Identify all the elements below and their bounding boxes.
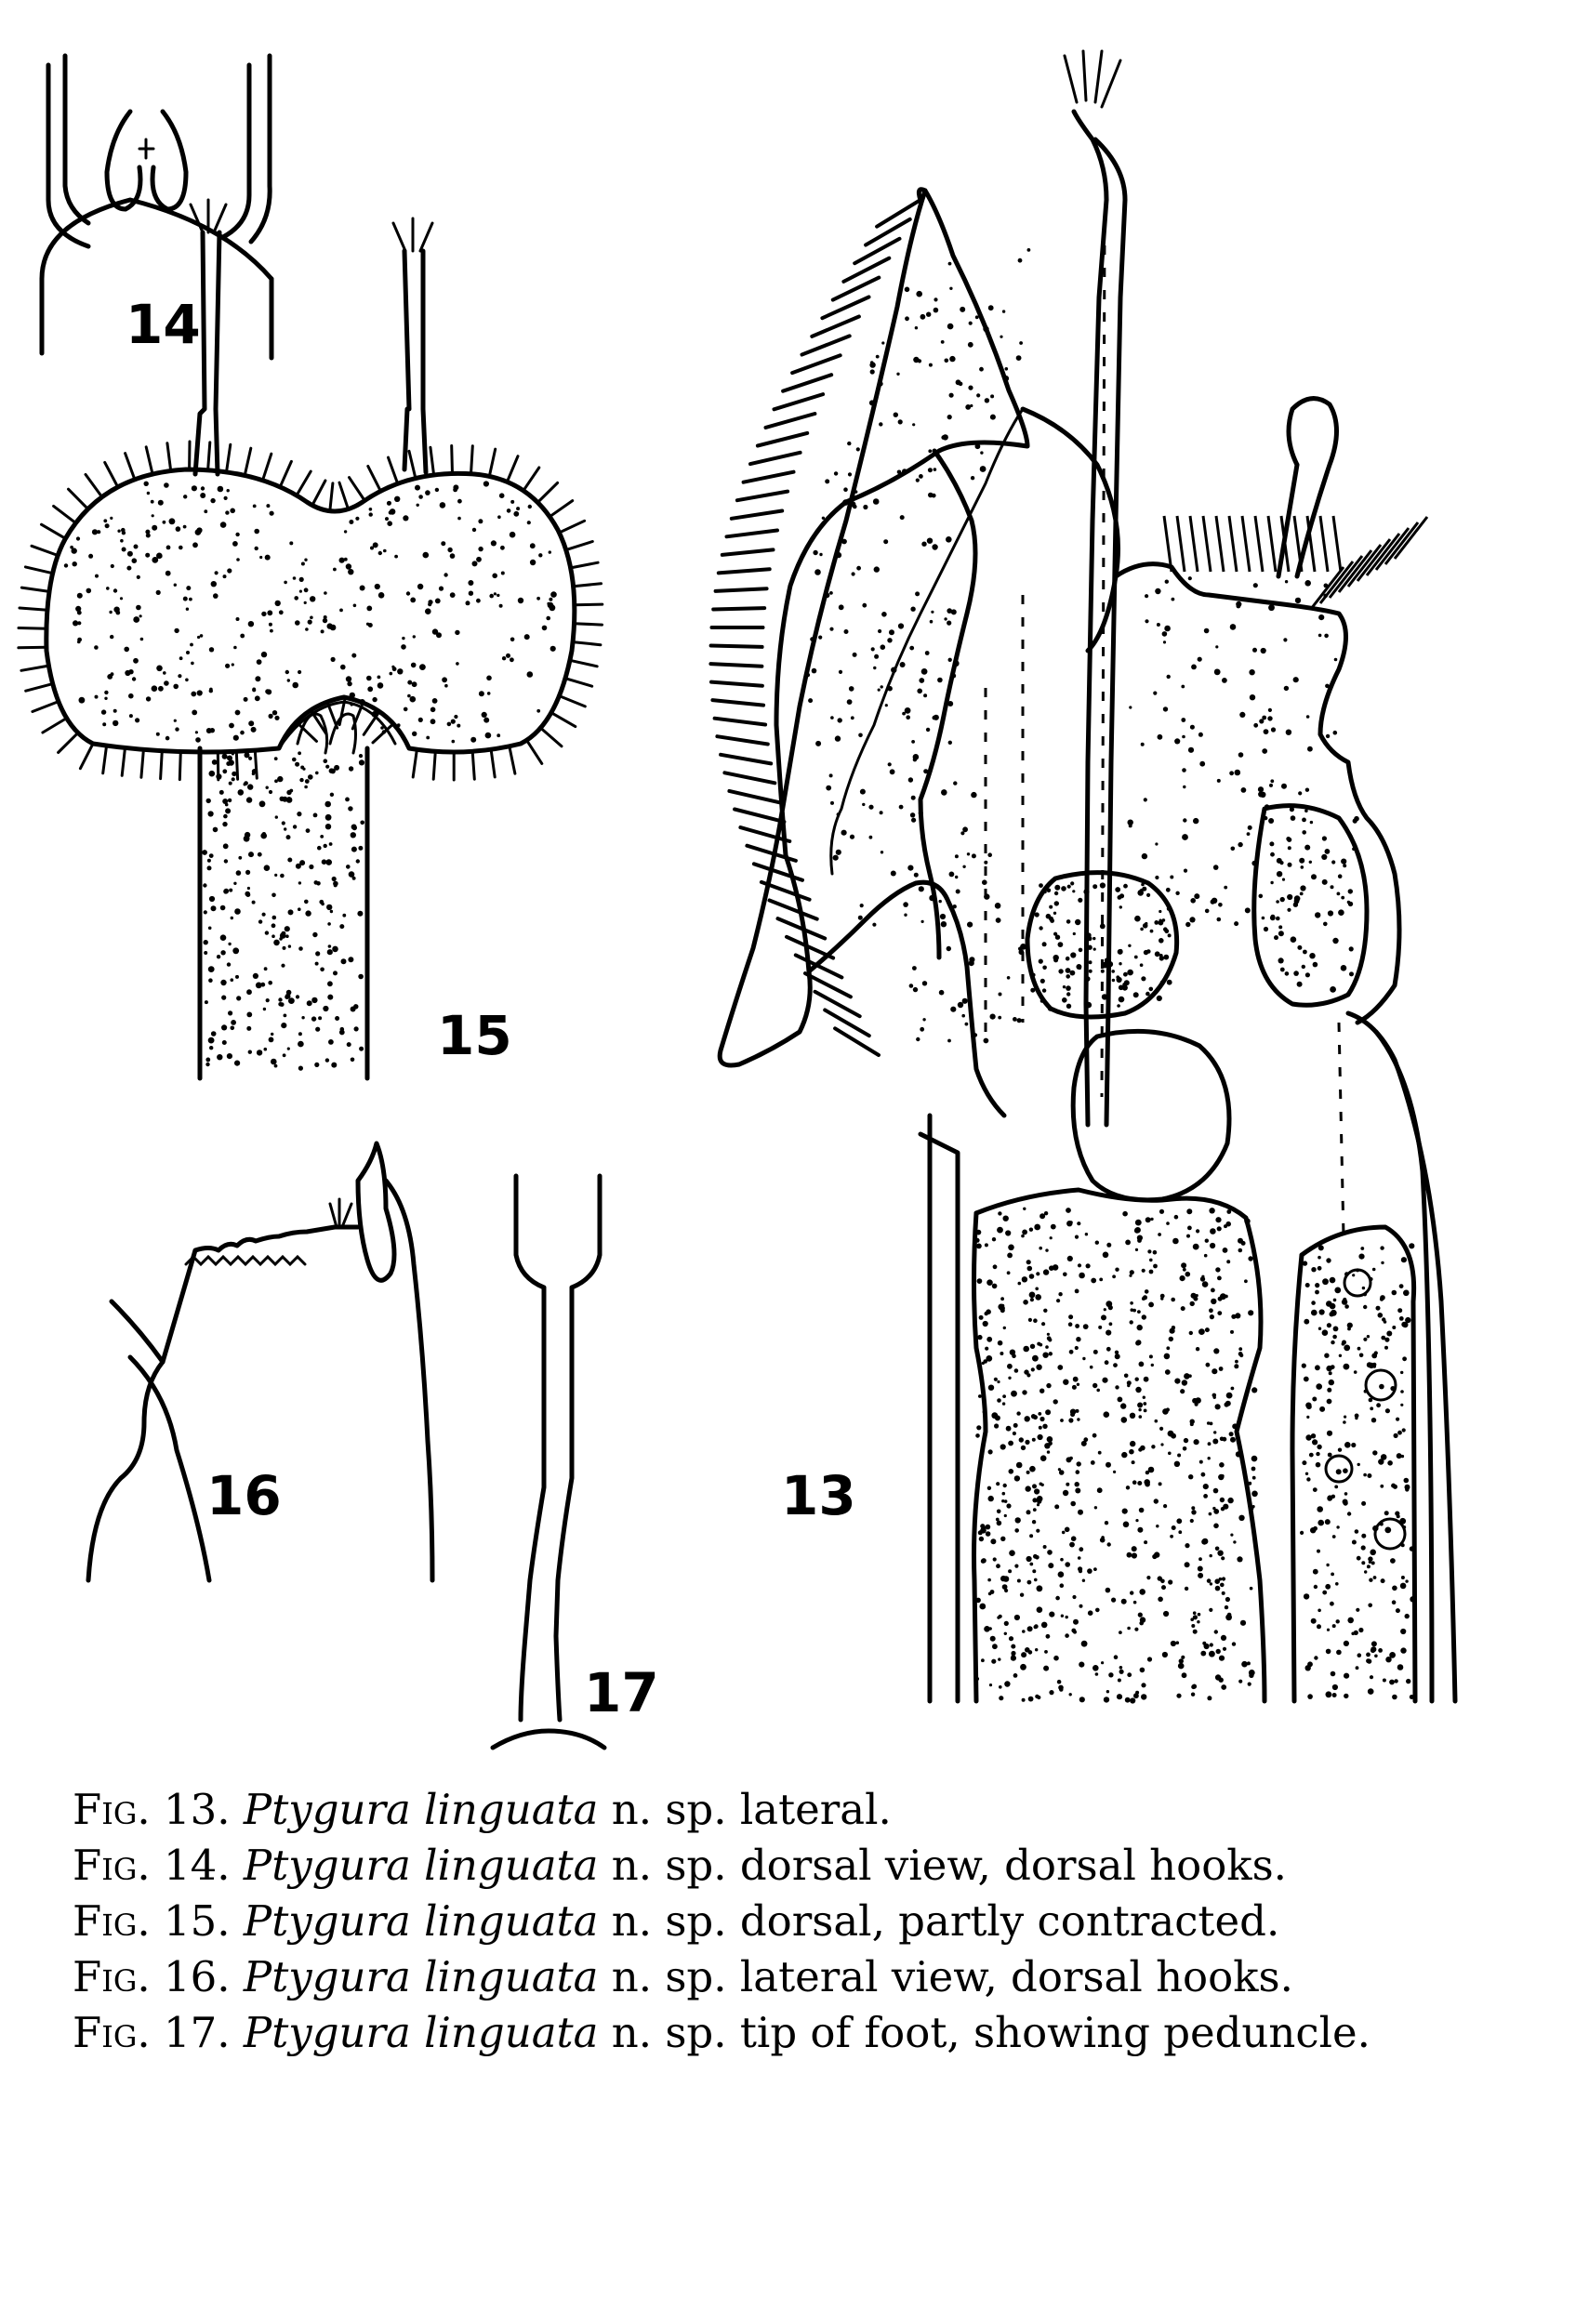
caption-species: Ptygura linguata (243, 1841, 599, 1890)
caption-species: Ptygura linguata (243, 2008, 599, 2057)
fig-label-16: 16 (206, 1464, 282, 1527)
caption-fig16 (73, 1952, 1560, 2002)
caption-species: Ptygura linguata (243, 1896, 599, 1946)
fig-label-14: 14 (126, 293, 201, 356)
caption-fig14 (73, 1841, 1560, 1891)
fig-label-15: 15 (437, 1004, 512, 1067)
caption-description: n. sp. dorsal, partly contracted. (611, 1896, 1280, 1946)
caption-fig-number: Fig. 16. (73, 1952, 231, 2001)
caption-fig-number: Fig. 13. (73, 1785, 231, 1834)
caption-description: n. sp. dorsal view, dorsal hooks. (611, 1841, 1287, 1890)
caption-fig-number: Fig. 17. (73, 2008, 231, 2057)
fig-label-13: 13 (781, 1464, 856, 1527)
fig-label-17: 17 (584, 1661, 659, 1724)
caption-species: Ptygura linguata (243, 1952, 599, 2001)
caption-description: n. sp. lateral. (611, 1785, 892, 1834)
caption-fig17 (73, 2008, 1560, 2058)
caption-fig-number: Fig. 15. (73, 1896, 231, 1946)
caption-species: Ptygura linguata (243, 1785, 599, 1834)
caption-fig-number: Fig. 14. (73, 1841, 231, 1890)
caption-description: n. sp. tip of foot, showing peduncle. (611, 2008, 1371, 2057)
fig15-drawing (19, 200, 602, 1078)
caption-list (73, 1785, 1560, 2064)
caption-fig13 (73, 1785, 1560, 1835)
fig13-drawing (710, 51, 1455, 1704)
caption-description: n. sp. lateral view, dorsal hooks. (611, 1952, 1293, 2001)
caption-fig15 (73, 1896, 1560, 1947)
